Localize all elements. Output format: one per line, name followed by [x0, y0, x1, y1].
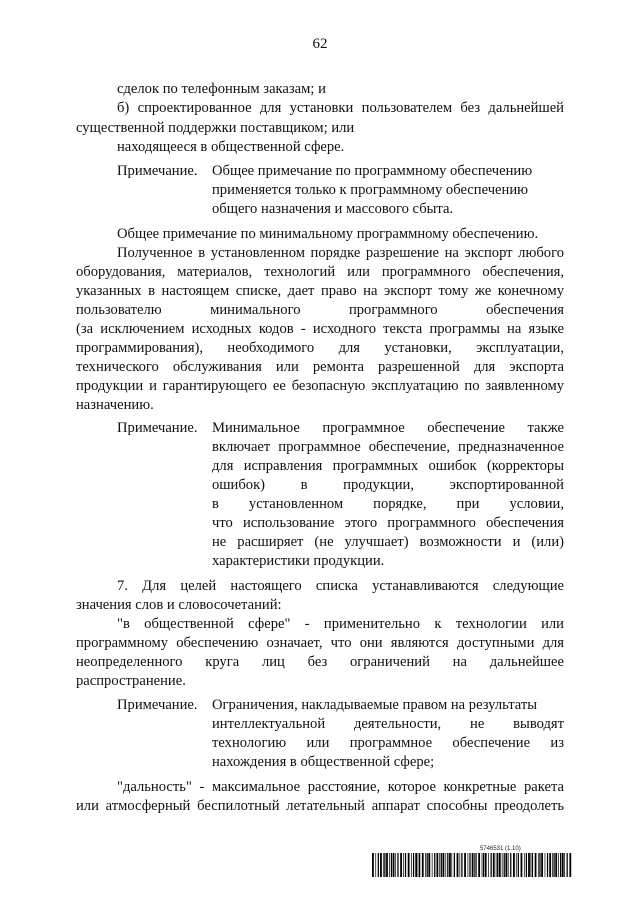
barcode-bar: [425, 853, 426, 877]
barcode-bar: [474, 853, 475, 877]
barcode-bar: [555, 853, 557, 877]
barcode-bar: [375, 853, 376, 877]
barcode-bar: [400, 853, 402, 877]
barcode-bar: [415, 853, 417, 877]
note-line: в установленном порядке, при условии,: [212, 496, 564, 512]
barcode-bar: [526, 853, 527, 877]
barcode-bar: [524, 853, 525, 877]
barcode-bar: [443, 853, 445, 877]
barcode-bar: [432, 853, 433, 877]
barcode-bar: [521, 853, 523, 877]
note-line: Общее примечание по программному обеспечению: [212, 163, 533, 179]
barcode-bar: [528, 853, 530, 877]
note-line: Минимальное программное обеспечение также: [212, 420, 564, 436]
barcode-bar: [538, 853, 539, 877]
document-code: 5746531 (1.10): [480, 846, 521, 852]
barcode-bar: [405, 853, 406, 877]
barcode-bar: [553, 853, 554, 877]
text-line: находящееся в общественной сфере.: [117, 139, 345, 155]
barcode-bar: [445, 853, 446, 877]
barcode-bar: [488, 853, 489, 877]
note-line: включает программное обеспечение, предназначенное: [212, 439, 564, 455]
text-line: Полученное в установленном порядке разрешение на экспорт любого: [117, 245, 564, 261]
barcode-bar: [411, 853, 412, 877]
barcode-bar: [549, 853, 551, 877]
page-number: 62: [312, 36, 328, 52]
barcode-bar: [483, 853, 484, 877]
barcode-bar: [545, 853, 546, 877]
barcode-bar: [508, 853, 509, 877]
barcode-bar: [469, 853, 470, 877]
barcode-bar: [560, 853, 561, 877]
text-line: 7. Для целей настоящего списка устанавливаются следующие: [117, 578, 564, 594]
note-line: нахождения в общественной сфере;: [212, 754, 435, 770]
barcode-bar: [449, 853, 451, 877]
text-line: "в общественной сфере" - применительно к технологии или: [117, 616, 564, 632]
barcode-bar: [513, 853, 515, 877]
barcode-bar: [518, 853, 519, 877]
barcode-bar: [413, 853, 414, 877]
text-line: программирования), необходимого для установки, эксплуатации,: [76, 340, 564, 356]
barcode-bar: [552, 853, 553, 877]
barcode-bar: [457, 853, 459, 877]
barcode-bar: [403, 853, 404, 877]
text-line: программному обеспечению означает, что они являются доступными для: [76, 635, 564, 651]
barcode-bar: [434, 853, 435, 877]
barcode-bar: [547, 853, 548, 877]
note-label: Примечание.: [117, 163, 198, 179]
barcode-bar: [516, 853, 517, 877]
barcode-bar: [569, 853, 571, 877]
note-label: Примечание.: [117, 420, 198, 436]
barcode-bar: [564, 853, 565, 877]
barcode-bar: [380, 853, 382, 877]
text-line: неопределенного круга лиц без ограничений на дальнейшее: [76, 654, 564, 670]
text-line: технического обслуживания или ремонта разрешенной для экспорта: [76, 359, 564, 375]
barcode-bar: [491, 853, 492, 877]
text-line: сделок по телефонным заказам; и: [117, 81, 326, 97]
barcode-bar: [464, 853, 466, 877]
barcode-bar: [531, 853, 532, 877]
note-line: общего назначения и массового сбыта.: [212, 201, 454, 217]
barcode-bar: [472, 853, 474, 877]
text-line: распространение.: [76, 673, 186, 689]
barcode-bar: [428, 853, 430, 877]
barcode-bar: [383, 853, 384, 877]
barcode-bar: [397, 853, 398, 877]
barcode: [372, 853, 572, 877]
barcode-bar: [535, 853, 537, 877]
barcode-bar: [372, 853, 374, 877]
note-line: ошибок) в продукции, экспортированной: [212, 477, 564, 493]
barcode-bar: [539, 853, 540, 877]
barcode-bar: [419, 853, 420, 877]
text-line: б) спроектированное для установки пользователем без дальнейшей: [117, 100, 564, 116]
note-line: Ограничения, накладываемые правом на результаты: [212, 697, 538, 713]
barcode-bar: [460, 853, 461, 877]
barcode-bar: [504, 853, 505, 877]
barcode-bar: [478, 853, 480, 877]
barcode-bar: [384, 853, 385, 877]
note-line: технологию или программное обеспечение из: [212, 735, 564, 751]
barcode-bar: [497, 853, 498, 877]
text-line: оборудования, материалов, технологий или программного обеспечения,: [76, 264, 564, 280]
note-line: для исправления программных ошибок (корректоры: [212, 458, 564, 474]
note-line: что использование этого программного обеспечения: [212, 515, 564, 531]
barcode-bar: [558, 853, 559, 877]
barcode-bar: [454, 853, 455, 877]
barcode-bar: [482, 853, 483, 877]
barcode-bar: [562, 853, 564, 877]
barcode-bar: [386, 853, 388, 877]
note-label: Примечание.: [117, 697, 198, 713]
text-line: "дальность" - максимальное расстояние, которое конкретные ракета: [117, 779, 564, 795]
text-line: (за исключением исходных кодов - исходного текста программы на языке: [76, 321, 564, 337]
barcode-bar: [418, 853, 419, 877]
note-line: характеристики продукции.: [212, 553, 385, 569]
barcode-bar: [441, 853, 442, 877]
barcode-bar: [468, 853, 469, 877]
barcode-bar: [532, 853, 533, 877]
barcode-bar: [393, 853, 395, 877]
barcode-bar: [391, 853, 392, 877]
barcode-bar: [502, 853, 503, 877]
barcode-bar: [395, 853, 396, 877]
text-line: указанных в настоящем списке, дает право на экспорт тому же конечному: [76, 283, 564, 299]
text-line: Общее примечание по минимальному программному обеспечению.: [117, 226, 539, 242]
barcode-bar: [541, 853, 543, 877]
barcode-bar: [408, 853, 410, 877]
barcode-bar: [447, 853, 448, 877]
barcode-bar: [510, 853, 511, 877]
barcode-bar: [461, 853, 462, 877]
text-line: существенной поддержки поставщиком; или: [76, 120, 355, 136]
text-line: значения слов и словосочетаний:: [76, 597, 282, 613]
barcode-bar: [475, 853, 476, 877]
note-line: применяется только к программному обеспечению: [212, 182, 529, 198]
note-line: интеллектуальной деятельности, не выводят: [212, 716, 564, 732]
barcode-bar: [389, 853, 390, 877]
barcode-bar: [496, 853, 497, 877]
barcode-bar: [493, 853, 495, 877]
text-line: продукции и гарантирующего ее безопасную эксплуатацию по заявленному: [76, 378, 564, 394]
barcode-bar: [451, 853, 452, 877]
note-line: не расширяет (не улучшает) возможности и (или): [212, 534, 564, 550]
barcode-bar: [567, 853, 568, 877]
barcode-bar: [422, 853, 424, 877]
barcode-bar: [427, 853, 428, 877]
barcode-bar: [378, 853, 379, 877]
text-line: или атмосферный беспилотный летательный аппарат способны преодолеть: [76, 798, 564, 814]
barcode-bar: [436, 853, 438, 877]
text-line: назначению.: [76, 397, 154, 413]
barcode-bar: [499, 853, 501, 877]
barcode-bar: [505, 853, 507, 877]
barcode-bar: [485, 853, 487, 877]
barcode-bar: [439, 853, 440, 877]
text-line: пользователю минимального программного обеспечения: [76, 302, 564, 318]
